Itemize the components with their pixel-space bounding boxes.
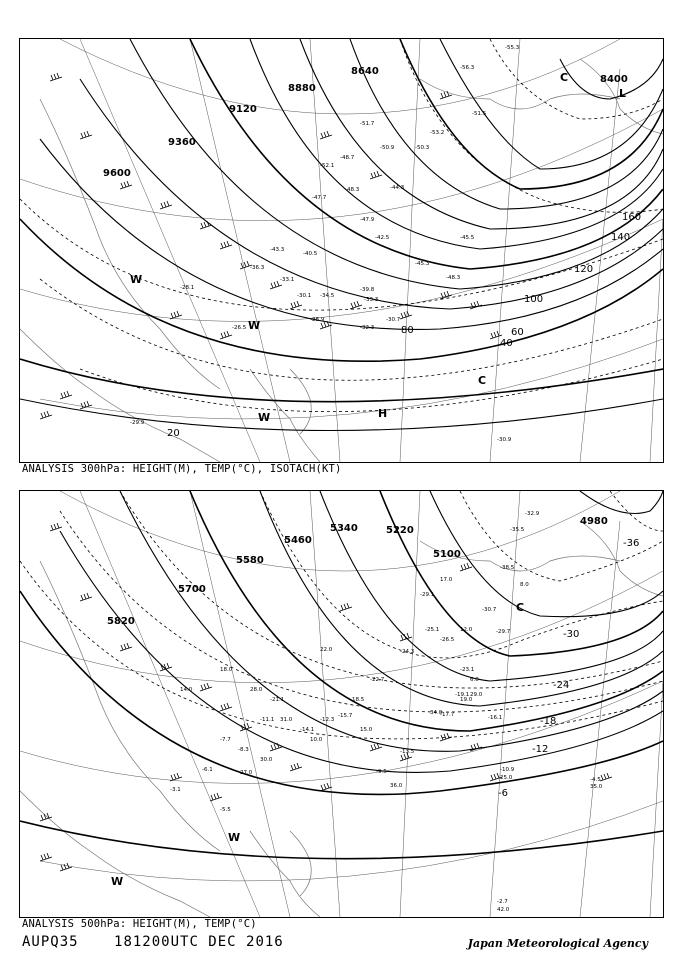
- station-value: -32.3: [360, 325, 375, 331]
- wind-barb: [160, 201, 172, 209]
- wind-barbs-500: [40, 523, 612, 871]
- wind-barb: [470, 301, 482, 309]
- wind-barb: [50, 523, 62, 531]
- pressure-markers-300: [130, 71, 626, 424]
- station-value: 36.0: [390, 783, 403, 789]
- wind-barb: [220, 703, 232, 711]
- markers-500: [111, 601, 524, 888]
- wind-barb: [600, 773, 612, 781]
- station-value: -30.9: [497, 437, 512, 443]
- station-value: 31.0: [280, 717, 293, 723]
- station-value: -25.1: [425, 627, 440, 633]
- station-value: -12.3: [320, 717, 335, 723]
- height-label: 8880: [288, 83, 316, 94]
- wind-barb: [200, 221, 212, 229]
- station-value: -10.9: [500, 767, 515, 773]
- height-label: 5700: [178, 584, 206, 595]
- wind-barb: [350, 301, 362, 309]
- isotach-label: 100: [524, 294, 544, 305]
- station-value: 30.0: [260, 757, 273, 763]
- station-value: -14.1: [300, 727, 315, 733]
- station-value: -47.9: [360, 217, 375, 223]
- station-value: -48.3: [345, 187, 360, 193]
- temperature-label: -30: [563, 629, 580, 640]
- station-value: -30.1: [297, 293, 312, 299]
- station-value: -56.3: [460, 65, 475, 71]
- temperature-label: -6: [498, 788, 508, 799]
- station-value: -26.5: [232, 325, 247, 331]
- wind-barb: [170, 311, 182, 319]
- station-value: -33.1: [280, 277, 295, 283]
- coastline-500: [20, 521, 663, 917]
- station-value: -50.3: [415, 145, 430, 151]
- temperature-label: -18: [540, 716, 557, 727]
- wind-barb: [120, 181, 132, 189]
- temperature-label: -12: [532, 744, 549, 755]
- station-value: -7.7: [220, 737, 231, 743]
- isotach-label: 80: [401, 325, 414, 336]
- height-label: 8400: [600, 74, 628, 85]
- graticule-500: [20, 491, 663, 917]
- height-label: 5580: [236, 555, 264, 566]
- low-marker: L: [619, 87, 627, 100]
- station-value: 28.0: [250, 687, 263, 693]
- isotach-label: 160: [622, 212, 642, 223]
- isotach-label: 20: [167, 428, 180, 439]
- wind-barb: [120, 643, 132, 651]
- isotach-label: 40: [500, 338, 513, 349]
- station-value: -45.5: [460, 235, 475, 241]
- wind-barb: [290, 301, 302, 309]
- wind-barb: [80, 401, 92, 409]
- station-value: 25.0: [500, 775, 513, 781]
- wind-barb: [40, 853, 52, 861]
- station-value: -21.1: [270, 697, 285, 703]
- station-value: 17.0: [440, 577, 453, 583]
- wind-barb: [220, 331, 232, 339]
- warm-marker: W: [228, 831, 241, 844]
- station-value: -26.5: [440, 637, 455, 643]
- height-label: 5460: [284, 535, 312, 546]
- wind-barbs-300: [40, 73, 502, 419]
- warm-marker: W: [258, 411, 271, 424]
- station-value: -40.5: [303, 251, 318, 257]
- station-value: -51.5: [472, 111, 487, 117]
- station-value: -32.9: [525, 511, 540, 517]
- station-value: 12.0: [460, 627, 473, 633]
- station-value: -9.5: [376, 769, 387, 775]
- station-observations-300: [130, 45, 520, 443]
- wind-barb: [400, 311, 412, 319]
- cold-marker: C: [560, 71, 569, 84]
- analysis-datetime: 181200UTC DEC 2016: [114, 934, 284, 950]
- caption-300hpa: ANALYSIS 300hPa: HEIGHT(M), TEMP(°C), ISOTACH(KT): [22, 463, 342, 475]
- wind-barb: [170, 773, 182, 781]
- station-value: -55.3: [505, 45, 520, 51]
- station-value: -30.7: [386, 317, 401, 323]
- isotach-label: 140: [611, 232, 631, 243]
- height-label: 9600: [103, 168, 131, 179]
- wind-barb: [290, 763, 302, 771]
- map-500hpa: [20, 491, 663, 917]
- station-value: -53.2: [430, 130, 445, 136]
- station-value: -51.7: [360, 121, 375, 127]
- chart-300hpa: [19, 38, 664, 463]
- station-value: -17.7: [440, 712, 455, 718]
- station-value: -22.7: [370, 677, 385, 683]
- warm-marker: W: [248, 319, 261, 332]
- station-value: -52.1: [320, 163, 335, 169]
- station-value: -18.5: [350, 697, 365, 703]
- wind-barb: [220, 241, 232, 249]
- height-label: 4980: [580, 516, 608, 527]
- wind-barb: [340, 603, 352, 611]
- warm-marker: W: [130, 273, 143, 286]
- station-value: -28.1: [180, 285, 195, 291]
- station-value: 10.0: [310, 737, 323, 743]
- station-value: -43.3: [270, 247, 285, 253]
- station-value: -8.3: [238, 747, 249, 753]
- wind-barb: [370, 171, 382, 179]
- height-label: 9360: [168, 137, 196, 148]
- warm-marker: W: [111, 875, 124, 888]
- wind-barb: [200, 683, 212, 691]
- station-value: -13.5: [400, 749, 415, 755]
- wind-barb: [80, 593, 92, 601]
- station-value: 34.0: [430, 710, 443, 716]
- station-value: -47.7: [312, 195, 327, 201]
- chart-identifier: [22, 934, 310, 950]
- station-value: -2.7: [497, 899, 508, 905]
- station-value: -35.5: [510, 527, 525, 533]
- station-value: -6.1: [202, 767, 213, 773]
- map-300hpa: [20, 39, 663, 462]
- height-label: 5220: [386, 525, 414, 536]
- station-value: -38.5: [500, 565, 515, 571]
- high-marker: H: [378, 407, 388, 420]
- station-value: -42.5: [375, 235, 390, 241]
- station-value: -50.9: [380, 145, 395, 151]
- station-value: -44.3: [390, 185, 405, 191]
- isotach-label: 120: [574, 264, 594, 275]
- station-value: -33.3: [364, 297, 379, 303]
- station-value: -39.8: [360, 287, 375, 293]
- graticule-300: [20, 39, 663, 462]
- station-value: 8.0: [520, 582, 529, 588]
- wind-barb: [50, 73, 62, 81]
- station-value: -15.7: [338, 713, 353, 719]
- height-label: 5100: [433, 549, 461, 560]
- station-value: -30.7: [482, 607, 497, 613]
- height-label: 5340: [330, 523, 358, 534]
- station-value: -28.9: [310, 317, 325, 323]
- station-value: 22.0: [320, 647, 333, 653]
- chart-500hpa: [19, 490, 664, 918]
- station-value: -3.1: [170, 787, 181, 793]
- station-value: 18.0: [220, 667, 233, 673]
- wind-barb: [60, 863, 72, 871]
- caption-500hpa: ANALYSIS 500hPa: HEIGHT(M), TEMP(°C): [22, 918, 257, 930]
- wind-barb: [320, 131, 332, 139]
- wind-barb: [40, 411, 52, 419]
- station-value: 29.0: [470, 692, 483, 698]
- station-value: 35.0: [590, 784, 603, 790]
- cold-marker: C: [516, 601, 525, 614]
- station-value: -29.7: [496, 629, 511, 635]
- isotach-label: 60: [511, 327, 524, 338]
- station-value: -36.3: [250, 265, 265, 271]
- station-value: 6.0: [470, 677, 479, 683]
- height-contours-500: [20, 491, 663, 859]
- temperature-label: -24: [553, 680, 570, 691]
- station-value: -34.5: [320, 293, 335, 299]
- station-value: 42.0: [497, 907, 510, 913]
- station-observations-500: [170, 511, 603, 913]
- station-value: -29.9: [130, 420, 145, 426]
- station-value: -16.1: [488, 715, 503, 721]
- wind-barb: [320, 783, 332, 791]
- chart-code: AUPQ35: [22, 934, 79, 950]
- wind-barb: [210, 793, 222, 801]
- station-value: 15.0: [360, 727, 373, 733]
- wind-barb: [60, 391, 72, 399]
- station-value: -29.1: [420, 592, 435, 598]
- height-label: 8640: [351, 66, 379, 77]
- station-value: -48.7: [340, 155, 355, 161]
- agency-name: Japan Meteorological Agency: [467, 937, 648, 950]
- station-value: -4.5: [590, 777, 601, 783]
- station-value: -23.1: [460, 667, 475, 673]
- wind-barb: [80, 131, 92, 139]
- station-value: -24.3: [400, 649, 415, 655]
- cold-marker: C: [478, 374, 487, 387]
- temperature-label: -36: [623, 538, 640, 549]
- station-value: -5.5: [220, 807, 231, 813]
- station-value: -45.3: [415, 261, 430, 267]
- wind-barb: [460, 563, 472, 571]
- station-value: 14.0: [180, 687, 193, 693]
- height-label: 5820: [107, 616, 135, 627]
- station-value: -48.3: [446, 275, 461, 281]
- height-label: 9120: [229, 104, 257, 115]
- station-value: -19.1: [455, 692, 470, 698]
- station-value: 27.0: [240, 770, 253, 776]
- station-value: 19.0: [460, 697, 473, 703]
- station-value: -11.1: [260, 717, 275, 723]
